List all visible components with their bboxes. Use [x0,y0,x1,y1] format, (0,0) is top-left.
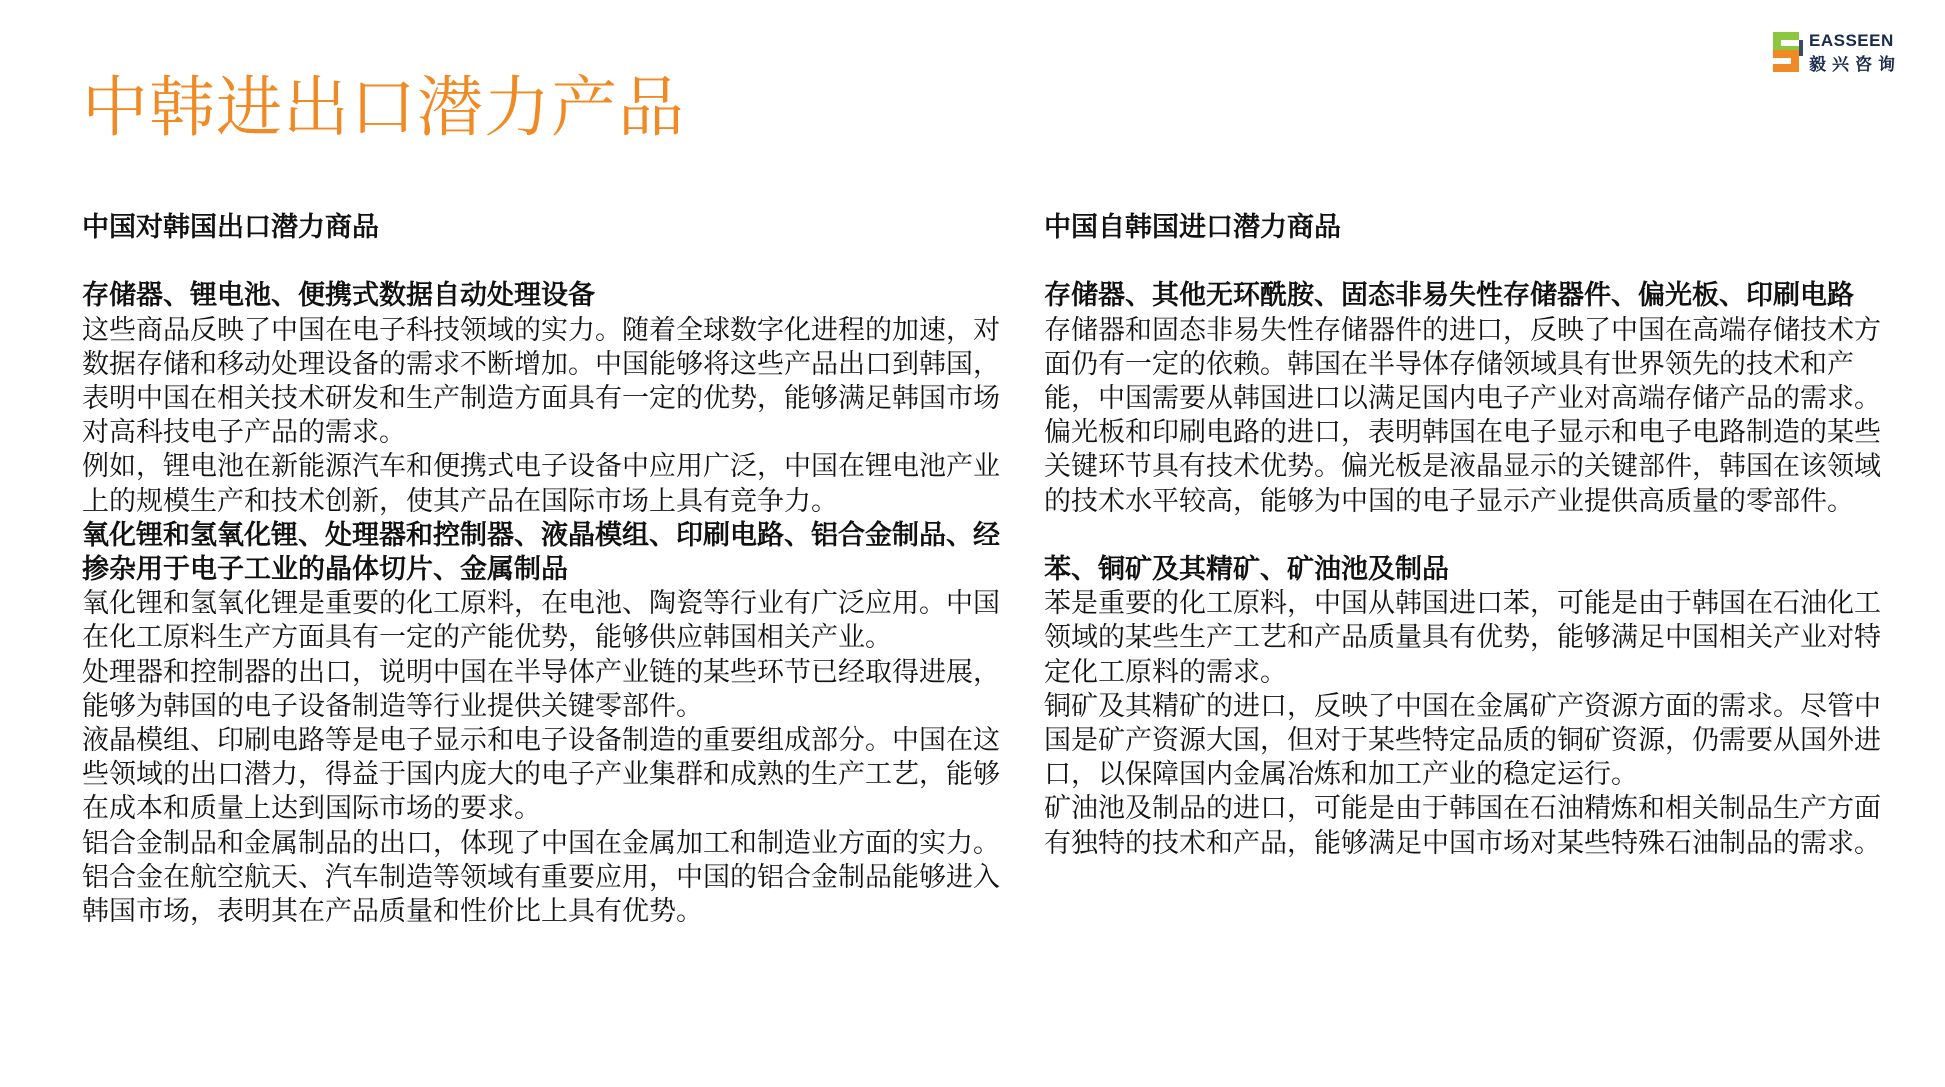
svg-text:EASSEEN: EASSEEN [1809,31,1894,50]
import-section-2-heading: 苯、铜矿及其精矿、矿油池及制品 [1044,554,1449,585]
import-section-2-paragraph-3: 矿油池及制品的进口，可能是由于韩国在石油精炼和相关制品生产方面有独特的技术和产品，能够满足中国市场对某些特殊石油制品的需求。 [1044,793,1881,859]
export-section-2-paragraph-1: 氧化锂和氢氧化锂是重要的化工原料，在电池、陶瓷等行业有广泛应用。中国在化工原料生产方面具有一定的产能优势，能够供应韩国相关产业。 [82,588,1000,654]
export-section-1-paragraph-2: 例如，锂电池在新能源汽车和便携式电子设备中应用广泛，中国在锂电池产业上的规模生产和技术创新，使其产品在国际市场上具有竞争力。 [82,451,1000,517]
import-column [1044,211,1894,861]
easseen-logo-icon [1769,26,1927,78]
import-section-1 [1044,279,1894,518]
export-section-2-paragraph-2: 处理器和控制器的出口，说明中国在半导体产业链的某些环节已经取得进展，能够为韩国的电子设备制造等行业提供关键零部件。 [82,656,1000,722]
import-section-1-heading: 存储器、其他无环酰胺、固态非易失性存储器件、偏光板、印刷电路 [1044,280,1854,312]
import-section-2-paragraph-2: 铜矿及其精矿的进口，反映了中国在金属矿产资源方面的需求。尽管中国是矿产资源大国，但对于某些特定品质的铜矿资源，仍需要从国外进口，以保障国内金属冶炼和加工产业的稳定运行。 [1044,690,1881,791]
export-section-1 [82,279,1002,518]
company-logo [1769,26,1927,78]
export-column-heading: 中国对韩国出口潜力商品 [82,212,379,243]
export-section-2-paragraph-3: 液晶模组、印刷电路等是电子显示和电子设备制造的重要组成部分。中国在这些领域的出口潜力，得益于国内庞大的电子产业集群和成熟的生产工艺，能够在成本和质量上达到国际市场的要求。 [82,725,1000,825]
import-section-2-paragraph-1: 苯是重要的化工原料，中国从韩国进口苯，可能是由于韩国在石油化工领域的某些生产工艺和产品质量具有优势，能够满足中国相关产业对特定化工原料的需求。 [1044,588,1881,688]
export-section-2-heading: 氧化锂和氢氧化锂、处理器和控制器、液晶模组、印刷电路、铝合金制品、经掺杂用于电子工业的晶体切片、金属制品 [82,519,1000,586]
import-column-heading: 中国自韩国进口潜力商品 [1044,212,1341,243]
export-section-1-heading: 存储器、锂电池、便携式数据自动处理设备 [82,280,595,312]
svg-text:毅兴咨询: 毅兴咨询 [1809,55,1901,75]
section-spacer [1044,519,1894,553]
import-section-2 [1044,553,1894,861]
import-section-1-paragraph-1: 存储器和固态非易失性存储器件的进口，反映了中国在高端存储技术方面仍有一定的依赖。韩国在半导体存储领域具有世界领先的技术和产能，中国需要从韩国进口以满足国内电子产业对高端存储产品的需求。 [1044,314,1881,414]
import-section-1-paragraph-2: 偏光板和印刷电路的进口，表明韩国在电子显示和电子电路制造的某些关键环节具有技术优势。偏光板是液晶显示的关键部件，韩国在该领域的技术水平较高，能够为中国的电子显示产业提供高质量的零部件。 [1044,417,1881,517]
export-section-2-paragraph-4: 铝合金制品和金属制品的出口，体现了中国在金属加工和制造业方面的实力。铝合金在航空航天、汽车制造等领域有重要应用，中国的铝合金制品能够进入韩国市场，表明其在产品质量和性价比上具有优势。 [82,827,1000,928]
page-title: 中韩进出口潜力产品 [82,69,685,146]
export-section-1-paragraph-1: 这些商品反映了中国在电子科技领域的实力。随着全球数字化进程的加速，对数据存储和移动处理设备的需求不断增加。中国能够将这些产品出口到韩国，表明中国在相关技术研发和生产制造方面具有一定的优势，能够满足韩国市场对高科技电子产品的需求。 [82,314,1000,449]
export-section-2 [82,519,1002,929]
export-column [82,211,1002,929]
